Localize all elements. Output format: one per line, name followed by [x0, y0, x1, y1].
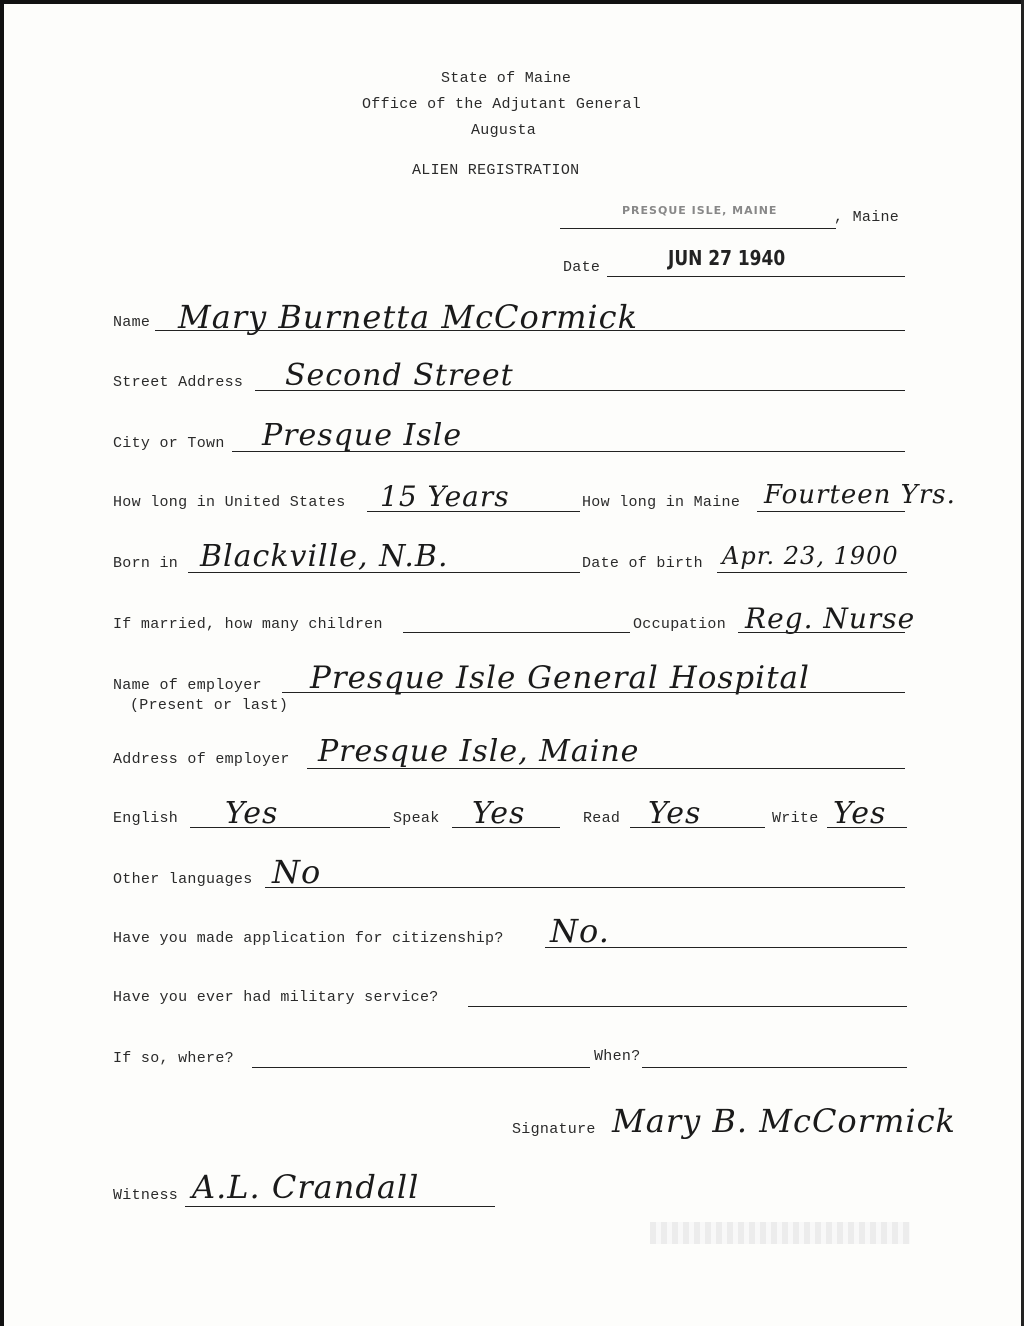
place-line — [560, 228, 836, 229]
occupation-value: Reg. Nurse — [745, 602, 916, 635]
military-label: Have you ever had military service? — [113, 989, 439, 1006]
witness-line — [185, 1206, 495, 1207]
born-line — [188, 572, 580, 573]
when-label: When? — [594, 1048, 641, 1065]
speak-value: Yes — [472, 796, 526, 831]
dob-label: Date of birth — [582, 555, 703, 572]
employer-label: Name of employer — [113, 677, 262, 694]
speak-line — [452, 827, 560, 828]
date-line — [607, 276, 905, 277]
street-label: Street Address — [113, 374, 244, 391]
employer-address-label: Address of employer — [113, 751, 290, 768]
born-label: Born in — [113, 555, 179, 572]
other-languages-line — [265, 887, 905, 888]
header-state: State of Maine — [441, 70, 572, 87]
citizenship-value: No. — [550, 912, 610, 950]
employer-sublabel: (Present or last) — [130, 697, 289, 714]
witness-value: A.L. Crandall — [192, 1168, 420, 1206]
street-value: Second Street — [285, 358, 514, 393]
place-stamp: PRESQUE ISLE, MAINE — [622, 204, 778, 217]
signature-value: Mary B. McCormick — [612, 1102, 956, 1140]
header-office: Office of the Adjutant General — [362, 96, 642, 113]
dob-value: Apr. 23, 1900 — [722, 542, 899, 570]
other-languages-value: No — [272, 853, 322, 891]
children-line — [403, 632, 630, 633]
speak-label: Speak — [393, 810, 440, 827]
english-value: Yes — [225, 796, 279, 831]
faded-stamp-mark — [650, 1222, 910, 1244]
city-value: Presque Isle — [262, 418, 463, 453]
read-value: Yes — [648, 796, 702, 831]
place-suffix: , Maine — [834, 209, 900, 226]
other-languages-label: Other languages — [113, 871, 253, 888]
occupation-label: Occupation — [633, 616, 727, 633]
english-label: English — [113, 810, 179, 827]
military-line — [468, 1006, 907, 1007]
read-line — [630, 827, 765, 828]
how-long-maine-value: Fourteen Yrs. — [764, 480, 956, 510]
children-label: If married, how many children — [113, 616, 383, 633]
write-value: Yes — [833, 796, 887, 831]
how-long-maine-label: How long in Maine — [582, 494, 741, 511]
occupation-line — [738, 632, 905, 633]
name-value: Mary Burnetta McCormick — [178, 298, 638, 336]
where-line — [252, 1067, 590, 1068]
read-label: Read — [583, 810, 621, 827]
name-label: Name — [113, 314, 151, 331]
how-long-us-value: 15 Years — [380, 480, 510, 513]
witness-label: Witness — [113, 1187, 179, 1204]
date-label: Date — [563, 259, 601, 276]
form-title: ALIEN REGISTRATION — [412, 162, 580, 179]
dob-line — [717, 572, 907, 573]
date-stamp: JUN 27 1940 — [668, 246, 786, 270]
city-line — [232, 451, 905, 452]
employer-address-line — [307, 768, 905, 769]
name-line — [155, 330, 905, 331]
where-label: If so, where? — [113, 1050, 234, 1067]
citizenship-label: Have you made application for citizenship? — [113, 930, 504, 947]
english-line — [190, 827, 390, 828]
born-value: Blackville, N.B. — [200, 539, 449, 574]
when-line — [642, 1067, 907, 1068]
header-city: Augusta — [471, 122, 537, 139]
employer-address-value: Presque Isle, Maine — [318, 734, 640, 769]
how-long-us-label: How long in United States — [113, 494, 346, 511]
scan-edge-top — [0, 0, 1024, 4]
employer-line — [282, 692, 905, 693]
how-long-maine-line — [757, 511, 905, 512]
scan-edge-left — [0, 0, 4, 1326]
how-long-us-line — [367, 511, 580, 512]
write-label: Write — [772, 810, 819, 827]
employer-value: Presque Isle General Hospital — [310, 660, 810, 696]
write-line — [827, 827, 907, 828]
city-label: City or Town — [113, 435, 225, 452]
street-line — [255, 390, 905, 391]
citizenship-line — [545, 947, 907, 948]
signature-label: Signature — [512, 1121, 596, 1138]
